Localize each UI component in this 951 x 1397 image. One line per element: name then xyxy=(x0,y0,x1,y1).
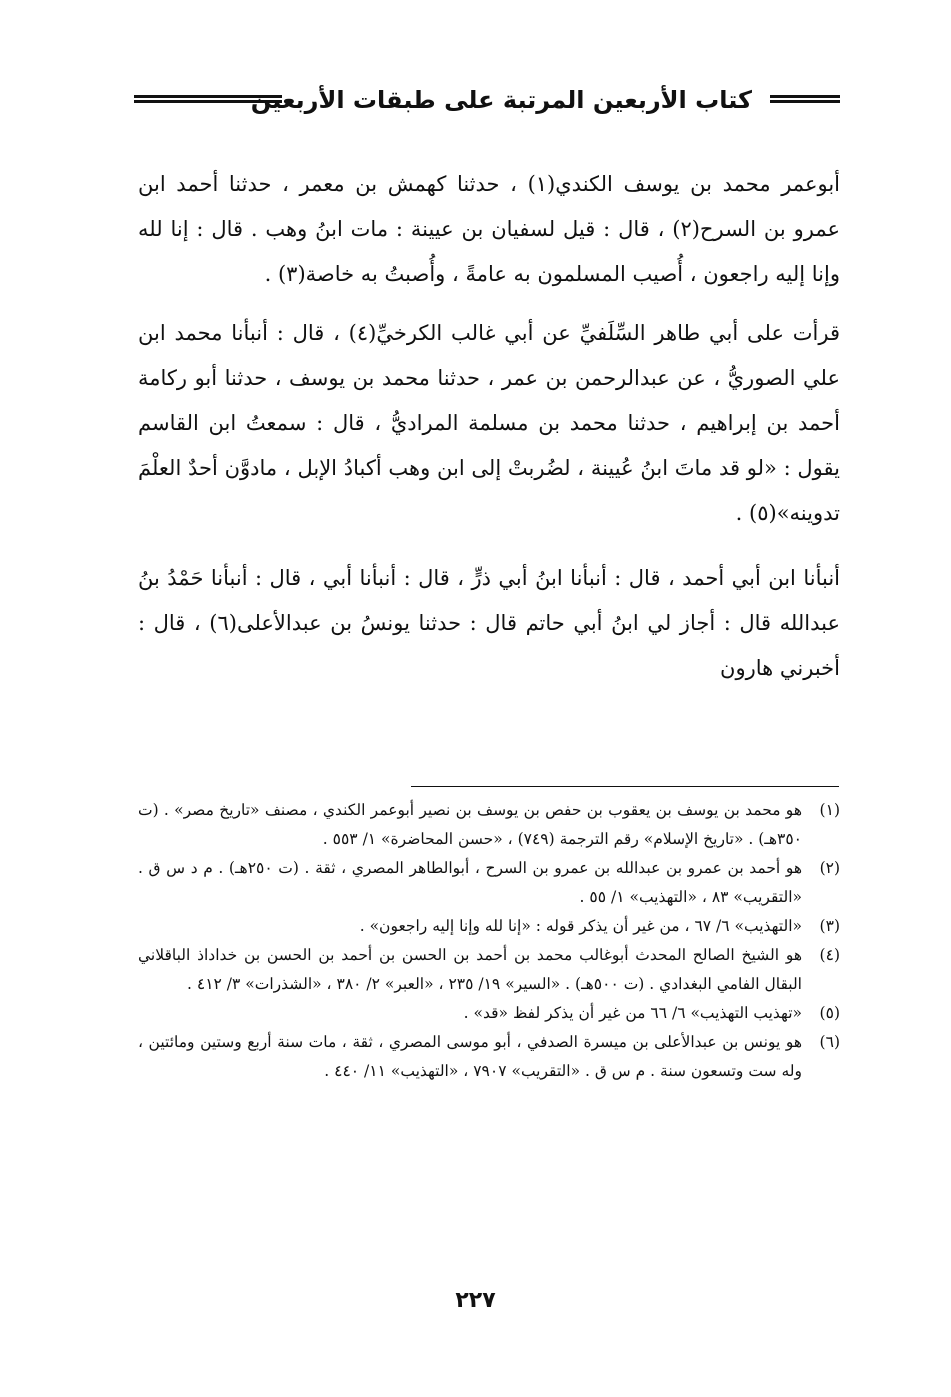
header-rule-right xyxy=(770,95,840,103)
footnotes xyxy=(138,796,840,1086)
header-rule-left xyxy=(134,95,282,103)
main-text xyxy=(138,162,840,691)
footnote-6 xyxy=(138,1028,840,1086)
footnote-text: هو يونس بن عبدالأعلى بن ميسرة الصدفي ، أبو موسى المصري ، ثقة ، مات سنة أربع وستين ومائتين ، وله ست وتسعون سنة . م س ق . «التقريب» ٧٩٠٧ ، «التهذيب» ١١/ ٤٤٠ . xyxy=(138,1033,802,1080)
footnote-5 xyxy=(138,999,840,1028)
footnote-text: هو أحمد بن عمرو بن عبدالله بن عمرو بن السرح ، أبوالطاهر المصري ، ثقة . (ت ٢٥٠هـ) . م د س ق . «التقريب» ٨٣ ، «التهذيب» ١/ ٥٥ . xyxy=(138,859,803,906)
footnote-number: (٣) xyxy=(819,917,840,935)
paragraph-3: أنبأنا ابن أبي أحمد ، قال : أنبأنا ابنُ أبي ذرٍّ ، قال : أنبأنا أبي ، قال : أنبأنا حَمْدُ بنُ عبدالله قال : أجاز لي ابنُ أبي حاتم قال : حدثنا يونسُ بن عبدالأعلى(٦) ، قال : أخبرني هارون xyxy=(138,566,841,680)
footnote-separator xyxy=(411,786,839,787)
footnote-number: (٥) xyxy=(819,1004,840,1022)
page-number: ٢٢٧ xyxy=(455,1288,496,1313)
footnote-2 xyxy=(138,854,840,912)
book-title: كتاب الأربعين المرتبة على طبقات الأربعين xyxy=(250,86,752,114)
footnote-number: (١) xyxy=(819,801,840,819)
footnote-4 xyxy=(138,941,840,999)
footnote-text: «التهذيب» ٦/ ٦٧ ، من غير أن يذكر قوله : «إنا لله وإنا إليه راجعون» . xyxy=(359,917,802,935)
footnote-number: (٢) xyxy=(819,859,841,877)
footnote-1 xyxy=(138,796,840,854)
footnote-3 xyxy=(138,912,840,941)
footnote-number: (٦) xyxy=(819,1033,840,1051)
paragraph-2: قرأت على أبي طاهر السِّلَفيِّ عن أبي غالب الكرخيِّ(٤) ، قال : أنبأنا محمد ابن علي الصوريُّ ، عن عبدالرحمن بن عمر ، حدثنا محمد بن يوسف ، حدثنا أبو ركامة أحمد بن إبراهيم ، حدثنا محمد بن مسلمة المراديُّ ، قال : سمعتُ ابن القاسم يقول : «لو قد ماتَ ابنُ عُيينة ، لضُربتْ إلى ابن وهب أكبادُ الإبل ، مادوَّن أحدٌ العلْمَ تدوينه»(٥) . xyxy=(138,321,841,525)
footnote-text: هو محمد بن يوسف بن يعقوب بن حفص بن يوسف بن نصير أبوعمر الكندي ، مصنف «تاريخ مصر» . (ت ٣٥٠هـ) . «تاريخ الإسلام» رقم الترجمة (٧٤٩) ، «حسن المحاضرة» ١/ ٥٥٣ . xyxy=(138,801,802,848)
footnote-text: هو الشيخ الصالح المحدث أبوغالب محمد بن أحمد بن الحسن بن أحمد بن الحسن بن خداداذ الباقلاني البقال الفامي البغدادي . (ت ٥٠٠هـ) . «السير» ١٩/ ٢٣٥ ، «العبر» ٢/ ٣٨٠ ، «الشذرات» ٣/ ٤١٢ . xyxy=(138,946,802,993)
footnote-number: (٤) xyxy=(819,946,840,964)
running-header xyxy=(128,78,840,134)
paragraph-1: أبوعمر محمد بن يوسف الكندي(١) ، حدثنا كهمش بن معمر ، حدثنا أحمد ابن عمرو بن السرح(٢) ، قال : قيل لسفيان بن عيينة : مات ابنُ وهب . قال : إنا لله وإنا إليه راجعون ، أُصيب المسلمون به عامةً ، وأُصبتُ به خاصة(٣) . xyxy=(138,172,840,286)
footnote-text: «تهذيب التهذيب» ٦/ ٦٦ من غير أن يذكر لفظ «قد» . xyxy=(463,1004,802,1022)
